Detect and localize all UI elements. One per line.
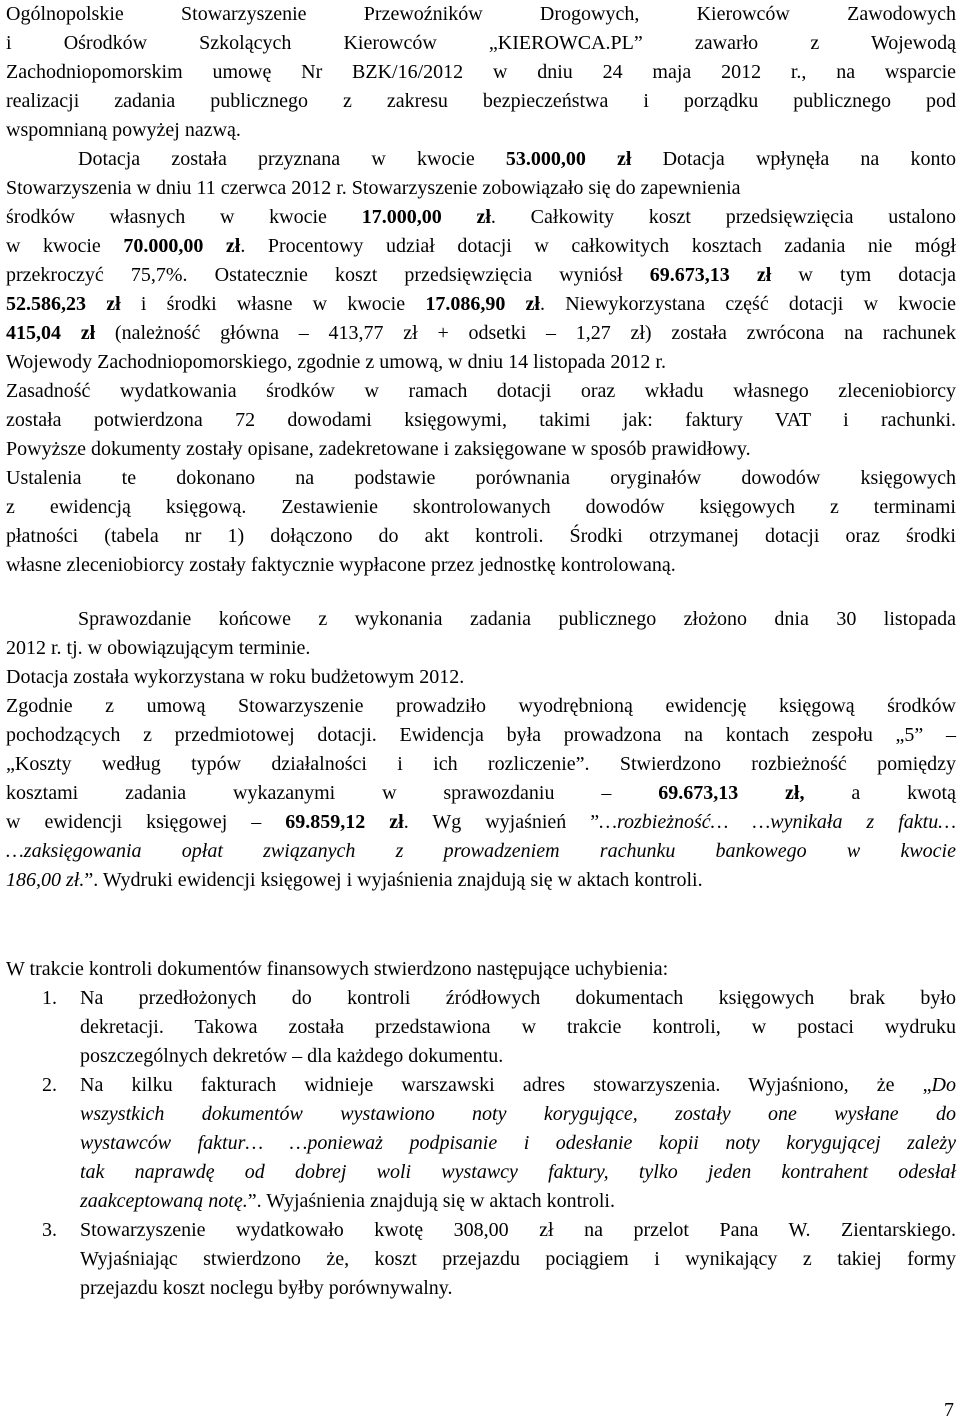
text-run: Zgodnie z umową Stowarzyszenie prowadziło wyodrębnioną ewidencję księgową środków <box>6 695 956 717</box>
text-line <box>6 493 956 522</box>
italic-quote: 186,00 zł. <box>6 869 85 891</box>
text-run: „Koszty według typów działalności i ich rozliczenie”. Stwierdzono rozbieżność pomiędzy <box>6 753 956 775</box>
list-item-line <box>80 1274 956 1303</box>
bold-amount: 69.673,13 zł <box>649 264 772 286</box>
text-line <box>6 837 956 866</box>
text-run: (należność główna – 413,77 zł + odsetki – 1,27 zł) została zwrócona na rachunek <box>95 322 956 344</box>
text-run: środków własnych w kwocie <box>6 206 362 228</box>
text-line <box>6 866 956 895</box>
list-item-line <box>80 1042 956 1071</box>
text-line <box>6 551 956 580</box>
text-line <box>6 116 956 145</box>
text-run: Ogólnopolskie Stowarzyszenie Przewoźników Drogowych, Kierowców Zawodowych <box>6 3 956 25</box>
page-number: 7 <box>944 1399 954 1421</box>
text-run: Dotacja wpłynęła na konto <box>631 148 956 170</box>
text-run: Ustalenia te dokonano na podstawie porównania oryginałów dowodów księgowych <box>6 467 956 489</box>
text-run: i środki własne w kwocie <box>120 293 426 315</box>
text-run: przekroczyć 75,7%. Ostatecznie koszt przedsięwzięcia wyniósł <box>6 264 650 286</box>
text-line <box>6 290 956 319</box>
bold-amount: 415,04 zł <box>6 322 96 344</box>
list-item-line <box>80 1216 956 1245</box>
text-run: . Całkowity koszt przedsięwzięcia ustalono <box>490 206 956 228</box>
text-run: Zachodniopomorskim umowę Nr BZK/16/2012 w dniu 24 maja 2012 r., na wsparcie <box>6 61 956 83</box>
text-run: została potwierdzona 72 dowodami księgowymi, takimi jak: faktury VAT i rachunki. <box>6 409 956 431</box>
list-item-line <box>80 1245 956 1274</box>
text-run: z ewidencją księgową. Zestawienie skontrolowanych dowodów księgowych z terminami <box>6 496 956 518</box>
text-run: w kwocie <box>6 235 124 257</box>
text-line <box>6 692 956 721</box>
text-run: . Wg wyjaśnień ” <box>403 811 600 833</box>
text-run: Stowarzyszenia w dniu 11 czerwca 2012 r. Stowarzyszenie zobowiązało się do zapewnienia <box>6 177 741 199</box>
text-run: dekretacji. Takowa została przedstawiona w trakcie kontroli, w postaci wydruku <box>80 1016 956 1038</box>
list-item-line <box>80 1187 956 1216</box>
text-run: Wojewody Zachodniopomorskiego, zgodnie z umową, w dniu 14 listopada 2012 r. <box>6 351 666 373</box>
text-run: w ewidencji księgowej – <box>6 811 286 833</box>
text-run: Dotacja została wykorzystana w roku budżetowym 2012. <box>6 666 465 688</box>
text-line <box>6 203 956 232</box>
text-run: Na kilku fakturach widnieje warszawski adres stowarzyszenia. Wyjaśniono, że „ <box>80 1074 932 1096</box>
text-run: wspomnianą powyżej nazwą. <box>6 119 241 141</box>
bold-amount: 69.859,12 zł <box>285 811 404 833</box>
text-line <box>6 808 956 837</box>
italic-quote: tak naprawdę od dobrej woli wystawcy faktury, tylko jeden kontrahent odesłał <box>80 1161 956 1183</box>
text-run: ”. Wyjaśnienia znajdują się w aktach kontroli. <box>247 1190 615 1212</box>
bold-amount: 17.000,00 zł <box>361 206 491 228</box>
text-line <box>6 87 956 116</box>
list-item-line <box>80 1158 956 1187</box>
text-line <box>6 145 956 174</box>
text-line <box>6 261 956 290</box>
text-run: Powyższe dokumenty zostały opisane, zadekretowane i zaksięgowane w sposób prawidłowy. <box>6 438 751 460</box>
text-line <box>6 377 956 406</box>
text-line <box>6 663 956 692</box>
text-run: Zasadność wydatkowania środków w ramach dotacji oraz wkładu własnego zleceniobiorcy <box>6 380 956 402</box>
text-line <box>6 0 956 29</box>
text-line <box>6 406 956 435</box>
text-run: a kwotą <box>804 782 956 804</box>
text-run: przejazdu koszt noclegu byłby porównywalny. <box>80 1277 453 1299</box>
text-run: poszczególnych dekretów – dla każdego dokumentu. <box>80 1045 504 1067</box>
text-line <box>6 464 956 493</box>
bold-amount: 17.086,90 zł <box>425 293 540 315</box>
text-line <box>6 348 956 377</box>
bold-amount: 52.586,23 zł <box>6 293 121 315</box>
italic-quote: …zaksięgowania opłat związanych z prowadzeniem rachunku bankowego w kwocie <box>6 840 956 862</box>
list-item-number: 3. <box>42 1219 57 1241</box>
list-item-line <box>80 984 956 1013</box>
bold-amount: 69.673,13 zł, <box>658 782 805 804</box>
text-run: Stowarzyszenie wydatkowało kwotę 308,00 zł na przelot Pana W. Zientarskiego. <box>80 1219 956 1241</box>
italic-quote: …rozbieżność… …wynikała z faktu… <box>599 811 956 833</box>
list-item-line <box>80 1129 956 1158</box>
text-line <box>6 232 956 261</box>
text-line <box>6 750 956 779</box>
text-line <box>6 522 956 551</box>
text-run: ”. Wydruki ewidencji księgowej i wyjaśnienia znajdują się w aktach kontroli. <box>84 869 703 891</box>
text-line <box>6 721 956 750</box>
text-run: płatności (tabela nr 1) dołączono do akt kontroli. Środki otrzymanej dotacji oraz środki <box>6 525 956 547</box>
italic-quote: zaakceptowaną notę. <box>80 1190 248 1212</box>
list-item-number: 2. <box>42 1074 57 1096</box>
text-line <box>6 29 956 58</box>
text-run: 2012 r. tj. w obowiązującym terminie. <box>6 637 311 659</box>
list-item-line <box>80 1071 956 1100</box>
bold-amount: 70.000,00 zł <box>123 235 241 257</box>
text-run: i Ośrodków Szkolących Kierowców „KIEROWCA.PL” zawarło z Wojewodą <box>6 32 956 54</box>
text-run: W trakcie kontroli dokumentów finansowych stwierdzono następujące uchybienia: <box>6 958 669 980</box>
text-run: . Procentowy udział dotacji w całkowitych kosztach zadania nie mógł <box>240 235 956 257</box>
text-line <box>6 319 956 348</box>
text-run: własne zleceniobiorcy zostały faktycznie wypłacone przez jednostkę kontrolowaną. <box>6 554 676 576</box>
text-line <box>6 605 956 634</box>
list-item-number: 1. <box>42 987 57 1009</box>
text-run: pochodzących z przedmiotowej dotacji. Ewidencja była prowadzona na kontach zespołu „5” – <box>6 724 956 746</box>
italic-quote: wystawców faktur… …ponieważ podpisanie i odesłanie kopii noty korygującej zależy <box>80 1132 956 1154</box>
text-run: Dotacja została przyznana w kwocie <box>78 148 506 170</box>
text-run: . Niewykorzystana część dotacji w kwocie <box>540 293 956 315</box>
bold-amount: 53.000,00 zł <box>505 148 632 170</box>
italic-quote: Do <box>931 1074 956 1096</box>
text-line <box>6 955 956 984</box>
text-run: Na przedłożonych do kontroli źródłowych dokumentach księgowych brak było <box>80 987 956 1009</box>
list-item-line <box>80 1100 956 1129</box>
text-run: realizacji zadania publicznego z zakresu bezpieczeństwa i porządku publicznego pod <box>6 90 956 112</box>
italic-quote: wszystkich dokumentów wystawiono noty korygujące, zostały one wysłane do <box>80 1103 956 1125</box>
text-line <box>6 779 956 808</box>
text-run: Wyjaśniając stwierdzono że, koszt przejazdu pociągiem i wynikający z takiej formy <box>80 1248 956 1270</box>
text-line <box>6 435 956 464</box>
list-item-line <box>80 1013 956 1042</box>
text-line <box>6 58 956 87</box>
text-line <box>6 174 956 203</box>
text-run: kosztami zadania wykazanymi w sprawozdaniu – <box>6 782 659 804</box>
text-run: w tym dotacja <box>771 264 957 286</box>
text-run: Sprawozdanie końcowe z wykonania zadania publicznego złożono dnia 30 listopada <box>78 608 956 630</box>
text-line <box>6 634 956 663</box>
